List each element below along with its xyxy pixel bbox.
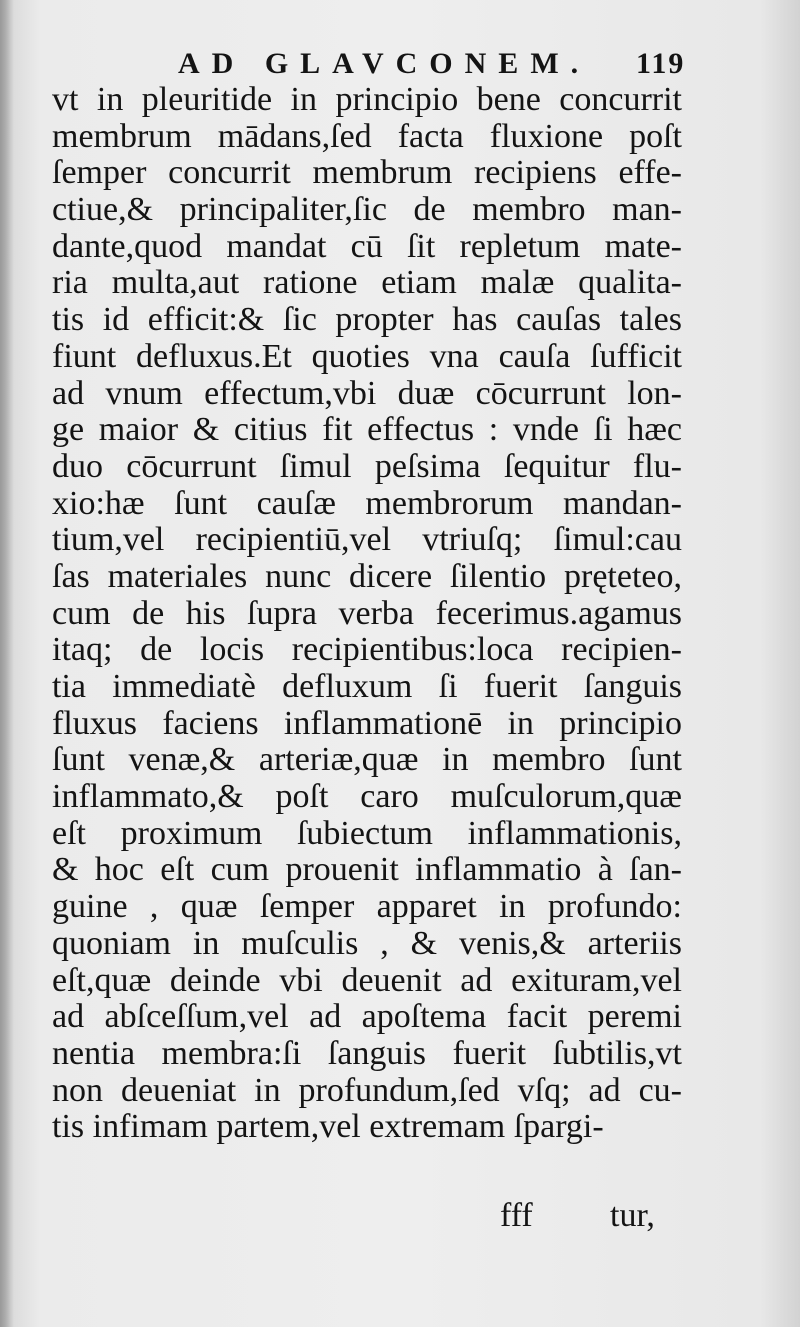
text-line: ſunt venæ,& arteriæ,quæ in membro ſunt: [52, 741, 682, 779]
text-line: duo cōcurrunt ſimul peſsima ſequitur flu-: [52, 447, 682, 485]
text-line: nentia membra:ſi ſanguis fuerit ſubtilis,vt: [52, 1034, 682, 1072]
page-gutter-shadow: [0, 0, 14, 1327]
text-line: inflammato,& poſt caro muſculorum,quæ: [52, 778, 682, 816]
page-number: 119: [636, 47, 686, 80]
text-line: ad abſceſſum,vel ad apoſtema facit peremi: [52, 998, 682, 1036]
text-line: quoniam in muſculis , & venis,& arteriis: [52, 924, 682, 962]
running-title: AD GLAVCONEM.: [178, 47, 591, 80]
signature-mark: fff: [500, 1197, 533, 1234]
text-line: membrum mādans,ſed facta fluxione poſt: [52, 117, 682, 155]
text-line: tis infimam partem,vel extremam ſpargi-: [52, 1108, 604, 1146]
text-line: cum de his ſupra verba fecerimus.agamus: [52, 594, 682, 632]
text-line: ctiue,& principaliter,ſic de membro man-: [52, 191, 682, 229]
text-line: fiunt defluxus.Et quoties vna cauſa ſufficit: [52, 337, 682, 375]
text-line: dante,quod mandat cū ſit repletum mate-: [52, 227, 682, 265]
text-line: eſt proximum ſubiectum inflammationis,: [52, 814, 682, 852]
page-footer: [0, 1196, 800, 1236]
text-line: ſas materiales nunc dicere ſilentio pręteteo,: [52, 557, 682, 595]
text-line: fluxus faciens inflammationē in principio: [52, 704, 682, 742]
text-line: itaq; de locis recipientibus:loca recipien-: [52, 631, 682, 669]
text-line: tium,vel recipientiū,vel vtriuſq; ſimul:cau: [52, 521, 682, 559]
text-line: guine , quæ ſemper apparet in profundo:: [52, 888, 682, 926]
text-line: eſt,quæ deinde vbi deuenit ad exituram,vel: [52, 961, 682, 999]
text-line: ſemper concurrit membrum recipiens effe-: [52, 154, 682, 192]
body-text: [52, 82, 682, 1146]
text-line: tis id efficit:& ſic propter has cauſas tales: [52, 301, 682, 339]
page-header: [0, 38, 800, 82]
text-line: vt in pleuritide in principio bene concurrit: [52, 81, 682, 118]
text-line: xio:hæ ſunt cauſæ membrorum mandan-: [52, 484, 682, 522]
catchword: tur,: [610, 1197, 655, 1234]
text-line: ad vnum effectum,vbi duæ cōcurrunt lon-: [52, 374, 682, 412]
text-line: non deueniat in profundum,ſed vſq; ad cu-: [52, 1071, 682, 1109]
text-line: ge maior & citius fit effectus : vnde ſi hæc: [52, 411, 682, 449]
text-line: & hoc eſt cum prouenit inflammatio à ſan-: [52, 851, 682, 889]
text-line: tia immediatè defluxum ſi fuerit ſanguis: [52, 668, 682, 705]
text-line: ria multa,aut ratione etiam malæ qualita-: [52, 264, 682, 302]
